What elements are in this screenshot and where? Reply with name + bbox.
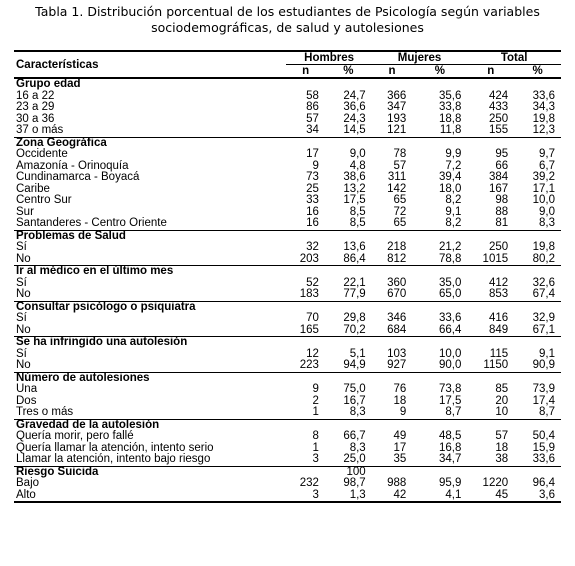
women-pct-cell: 65,0 [438,288,462,300]
women-n-cell: 360 [387,276,407,289]
total-n-cell: 20 [495,394,509,407]
women-n-cell: 57 [393,159,407,172]
women-pct-cell: 21,2 [438,241,462,253]
total-n-cell: 167 [488,182,509,195]
data-table [14,50,561,503]
row-label: Amazonía - Orinoquía [16,159,129,172]
table-row [14,360,561,372]
women-pct-cell: 73,8 [438,383,462,395]
table-row [14,431,561,443]
empty-cell [325,266,372,278]
men-n-cell: 73 [306,171,319,183]
men-pct-cell: 14,5 [343,124,366,136]
section-title: Zona Geográfica [14,137,286,149]
men-pct-cell: 17,5 [343,194,366,206]
table-row [14,407,561,419]
table-row [14,454,561,466]
table-row [14,218,561,230]
empty-cell [325,337,372,349]
women-pct-cell: 48,5 [438,430,462,442]
empty-cell [372,78,413,91]
total-n-cell: 1220 [482,477,509,489]
total-pct-cell: 12,3 [532,124,555,136]
table-row [14,125,561,137]
women-pct-cell: 11,8 [439,124,462,136]
table-caption [0,4,575,36]
men-n-cell: 33 [306,194,319,206]
women-n-cell: 103 [387,347,407,360]
table-row [14,242,561,254]
men-n-header: n [286,65,324,79]
men-pct-cell: 8,5 [349,205,366,218]
total-pct-cell: 80,2 [532,252,555,265]
total-pct-cell: 6,7 [539,159,555,172]
women-n-cell: 35 [393,453,407,465]
women-pct-cell: 8,2 [445,217,462,229]
row-label: 30 a 36 [16,112,55,125]
total-pct-cell: 33,6 [532,453,555,465]
women-pct-cell: 16,8 [438,441,462,454]
women-n-cell: 18 [393,394,407,407]
table-row [14,478,561,490]
section-header [14,337,561,349]
table-row [14,396,561,408]
women-pct-cell: 8,7 [445,406,462,418]
total-pct-cell: 33,6 [532,89,555,102]
section-header [14,230,561,242]
total-n-cell: 88 [495,205,509,218]
section-header [14,466,561,478]
total-n-cell: 1015 [482,252,509,265]
women-n-cell: 42 [372,490,413,503]
women-n-cell: 670 [387,288,407,300]
men-pct-header: % [325,65,372,79]
empty-cell [286,266,324,278]
men-pct-cell: 36,6 [343,101,366,113]
men-pct-cell: 8,3 [349,406,366,418]
section-value: 100 [325,466,372,478]
table-row [14,102,561,114]
row-label: Alto [14,490,286,503]
total-n-cell: 115 [489,347,509,360]
women-n-cell: 78 [393,148,407,160]
caption-line-2: sociodemográficas, de salud y autolesiones [151,20,424,35]
table-row [14,313,561,325]
men-n-cell: 183 [299,288,319,300]
total-n-cell: 98 [495,194,509,206]
section-title: Se ha infringido una autolesión [14,337,286,349]
total-pct-cell: 9,1 [539,347,555,360]
total-n-cell: 155 [488,124,509,136]
men-n-cell: 2 [312,394,319,407]
total-n-cell: 849 [488,323,509,336]
section-header [14,372,561,384]
total-n-cell: 95 [495,148,509,160]
row-label: Santanderes - Centro Oriente [16,217,167,229]
women-n-cell: 366 [387,89,407,102]
women-n-cell: 49 [393,430,407,442]
men-n-cell: 25 [306,182,319,195]
total-n-cell: 57 [495,430,509,442]
empty-cell [467,78,514,91]
men-pct-cell: 75,0 [343,383,366,395]
men-n-cell: 203 [299,252,319,265]
men-pct-cell: 9,0 [349,148,366,160]
total-pct-cell: 67,4 [532,288,555,300]
table-body [14,78,561,502]
women-pct-cell: 10,0 [438,347,462,360]
table-row [14,114,561,126]
total-n-cell: 10 [495,406,509,418]
women-n-cell: 218 [387,241,407,253]
empty-cell [372,419,413,431]
total-n-cell: 384 [488,171,509,183]
empty-cell [412,266,467,278]
men-n-cell: 70 [306,312,319,324]
total-pct-cell: 96,4 [532,477,555,489]
men-pct-cell: 66,7 [343,430,366,442]
women-pct-cell: 9,1 [445,205,462,218]
men-pct-cell: 38,6 [343,171,366,183]
section-title: Número de autolesiones [14,372,286,384]
women-n-cell: 142 [387,182,407,195]
men-n-cell: 1 [312,441,319,454]
row-label: 37 o más [16,124,64,136]
section-header [14,137,561,149]
women-n-cell: 9 [399,406,407,418]
table-row [14,195,561,207]
table-row [14,325,561,337]
total-n-cell: 412 [488,276,509,289]
row-label: Quería llamar la atención, intento serio [16,441,214,454]
table-row [14,289,561,301]
row-label: Sur [16,205,34,218]
table-row [14,149,561,161]
men-pct-cell: 77,9 [343,288,366,300]
table-row [14,278,561,290]
men-n-cell: 32 [306,241,319,253]
total-n-cell: 416 [488,312,509,324]
men-pct-cell: 1,3 [325,490,372,503]
table-row [14,490,561,503]
total-n-cell: 81 [495,217,509,229]
total-n-cell: 66 [495,159,509,172]
empty-cell [372,372,413,384]
section-title: Riesgo Suicida [14,466,286,478]
women-pct-cell: 95,9 [438,477,462,489]
women-n-cell: 311 [387,171,407,183]
women-n-cell: 684 [387,323,407,336]
total-n-cell: 853 [488,288,509,300]
women-pct-cell: 66,4 [438,323,462,336]
women-header: Mujeres [372,51,468,65]
men-pct-cell: 29,8 [343,312,366,324]
section-title: Problemas de Salud [14,230,286,242]
men-n-cell: 232 [299,477,319,489]
men-pct-cell: 13,2 [343,182,366,195]
row-label: 23 a 29 [16,101,55,113]
caption-line-1: Tabla 1. Distribución porcentual de los estudiantes de Psicología según variables [35,4,540,19]
total-pct-cell: 32,6 [532,276,555,289]
empty-cell [467,266,514,278]
total-n-cell: 18 [495,441,509,454]
row-label: No [16,323,31,336]
row-label: Quería morir, pero fallé [16,430,134,442]
header-row-1 [14,51,561,65]
total-pct-cell: 17,1 [532,182,555,195]
men-pct-cell: 8,5 [349,217,366,229]
total-pct-cell: 17,4 [532,394,555,407]
women-pct-cell: 90,0 [438,359,462,371]
women-pct-cell: 17,5 [438,394,462,407]
men-n-cell: 1 [312,406,319,418]
total-pct-cell: 90,9 [532,359,555,371]
women-n-cell: 17 [393,441,407,454]
men-pct-cell: 86,4 [343,252,366,265]
row-label: Caribe [16,182,50,195]
total-pct-cell: 15,9 [532,441,555,454]
row-label: Bajo [16,477,40,489]
total-pct-cell: 73,9 [532,383,555,395]
men-n-cell: 34 [306,124,319,136]
row-label: Llamar la atención, intento bajo riesgo [16,453,211,465]
total-pct-cell: 9,0 [539,205,555,218]
men-pct-cell: 22,1 [343,276,366,289]
men-pct-cell: 8,3 [349,441,366,454]
women-pct-cell: 33,8 [438,101,462,113]
women-n-header: n [372,65,413,79]
men-pct-cell: 4,8 [349,159,366,172]
row-label: Sí [16,347,27,360]
total-pct-cell: 34,3 [532,101,555,113]
total-pct-header: % [514,65,561,79]
women-pct-cell: 8,2 [445,194,462,206]
empty-cell [325,78,372,91]
men-n-cell: 17 [306,148,319,160]
table-row [14,349,561,361]
table-row [14,184,561,196]
total-pct-cell: 19,8 [532,112,555,125]
total-n-cell: 250 [488,241,509,253]
characteristics-header: Características [14,51,286,78]
total-pct-cell: 32,9 [532,312,555,324]
empty-cell [412,337,467,349]
row-label: Sí [16,276,27,289]
women-pct-cell: 18,8 [438,112,462,125]
women-n-cell: 927 [387,359,407,371]
men-n-cell: 86 [306,101,319,113]
women-pct-cell: 9,9 [445,148,462,160]
women-n-cell: 812 [387,252,407,265]
row-label: Sí [16,312,27,324]
women-pct-cell: 7,2 [445,159,462,172]
empty-cell [372,266,413,278]
row-label: Centro Sur [16,194,72,206]
total-pct-cell: 8,7 [539,406,555,418]
women-n-cell: 65 [393,194,407,206]
row-label: 16 a 22 [16,89,55,102]
total-n-cell: 45 [467,490,514,503]
men-pct-cell: 24,7 [343,89,366,102]
table-row [14,91,561,103]
men-n-cell: 9 [312,383,319,395]
men-header: Hombres [286,51,371,65]
women-n-cell: 76 [393,383,407,395]
section-title: Ir al médico en el último mes [14,266,286,278]
women-n-cell: 72 [393,205,407,218]
total-pct-cell: 19,8 [532,241,555,253]
total-n-cell: 38 [495,453,509,465]
women-pct-cell: 78,8 [438,252,462,265]
men-pct-cell: 5,1 [349,347,366,360]
men-n-cell: 58 [306,89,319,102]
men-pct-cell: 13,6 [343,241,366,253]
table-row [14,172,561,184]
empty-cell [412,78,467,91]
women-pct-cell: 34,7 [438,453,462,465]
men-pct-cell: 70,2 [343,323,366,336]
women-n-cell: 347 [387,101,407,113]
row-label: Occidente [16,148,68,160]
empty-cell [514,337,561,349]
men-n-cell: 8 [312,430,319,442]
empty-cell [514,266,561,278]
row-label: Sí [16,241,27,253]
women-n-cell: 193 [387,112,407,125]
total-pct-cell: 3,6 [514,490,561,503]
row-label: Tres o más [16,406,74,418]
section-header [14,301,561,313]
row-label: Dos [16,394,37,407]
section-header [14,78,561,91]
women-pct-cell: 18,0 [438,182,462,195]
women-n-cell: 988 [387,477,407,489]
men-pct-cell: 16,7 [343,394,366,407]
total-pct-cell: 50,4 [532,430,555,442]
row-label: No [16,252,31,265]
men-pct-cell: 98,7 [343,477,366,489]
women-n-cell: 346 [387,312,407,324]
empty-cell [514,78,561,91]
total-pct-cell: 67,1 [532,323,555,336]
women-pct-cell: 33,6 [438,312,462,324]
total-n-cell: 424 [488,89,509,102]
empty-cell [467,337,514,349]
total-n-cell: 433 [488,101,509,113]
total-pct-cell: 9,7 [539,148,555,160]
row-label: No [16,359,31,371]
section-title: Grupo edad [14,78,286,91]
men-pct-cell: 25,0 [343,453,366,465]
total-pct-cell: 10,0 [532,194,555,206]
empty-cell [286,78,324,91]
total-pct-cell: 39,2 [532,171,555,183]
total-pct-cell: 8,3 [539,217,555,229]
women-pct-cell: 4,1 [412,490,467,503]
men-n-cell: 223 [299,359,319,371]
total-n-cell: 250 [488,112,509,125]
table-row [14,254,561,266]
total-n-header: n [467,65,514,79]
women-pct-cell: 39,4 [438,171,462,183]
table-row [14,384,561,396]
men-n-cell: 3 [286,490,324,503]
section-title: Gravedad de la autolesión [14,419,286,431]
men-pct-cell: 24,3 [343,112,366,125]
section-header [14,266,561,278]
total-header: Total [467,51,561,65]
men-n-cell: 9 [312,159,319,172]
empty-cell [286,337,324,349]
men-n-cell: 52 [306,276,319,289]
men-n-cell: 16 [306,205,319,218]
row-label: Cundinamarca - Boyacá [16,171,140,183]
women-n-cell: 65 [393,217,407,229]
empty-cell [286,419,324,431]
section-title: Consultar psicólogo o psiquiatra [14,301,286,313]
men-pct-cell: 94,9 [343,359,366,371]
women-n-cell: 121 [387,124,407,136]
men-n-cell: 16 [306,217,319,229]
women-pct-cell: 35,6 [438,89,462,102]
women-pct-cell: 35,0 [438,276,462,289]
empty-cell [372,137,413,149]
empty-cell [372,337,413,349]
women-pct-header: % [412,65,467,79]
men-n-cell: 3 [312,453,319,465]
men-n-cell: 57 [306,112,319,125]
men-n-cell: 165 [299,323,319,336]
men-n-cell: 12 [306,347,319,360]
row-label: No [16,288,31,300]
total-n-cell: 1150 [483,359,509,371]
row-label: Una [16,383,38,395]
empty-cell [286,372,324,384]
total-n-cell: 85 [495,383,509,395]
